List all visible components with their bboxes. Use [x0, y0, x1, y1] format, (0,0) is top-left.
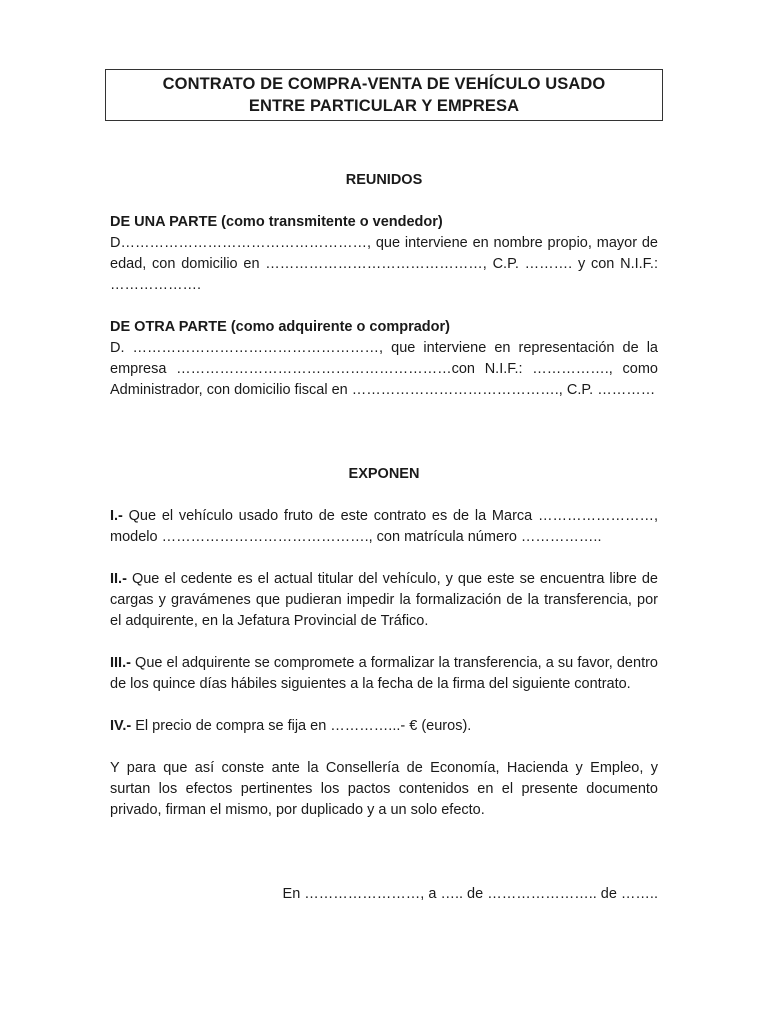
party2-text: D. ……………………………………………, que interviene en representación de la empresa …………………………………………………con N.I.F.: ……………., como Administrador, con domicilio fiscal en ……………………………………., C.P. ………… [110, 340, 658, 398]
party1-title: DE UNA PARTE (como transmitente o vendedor) [110, 214, 443, 230]
signature-place-date-line: En ……………………, a ….. de ………………….. de …….. [282, 886, 658, 902]
clause-4 [110, 716, 658, 737]
exponen-heading: EXPONEN [348, 466, 420, 482]
document-body [110, 170, 658, 905]
clause-4-text: El precio de compra se fija en …………...- € (euros). [131, 718, 472, 734]
clause-1-number: I.- [110, 508, 123, 524]
clause-1 [110, 506, 658, 548]
title-box [105, 69, 663, 121]
clause-1-text: Que el vehículo usado fruto de este contrato es de la Marca ……………………, modelo ……………………………………., con matrícula número …………….. [110, 508, 658, 545]
title-line-1: CONTRATO DE COMPRA-VENTA DE VEHÍCULO USADO [162, 75, 606, 93]
clause-2-number: II.- [110, 571, 127, 587]
title-line-2: ENTRE PARTICULAR Y EMPRESA [248, 97, 520, 115]
clause-2 [110, 569, 658, 632]
party2-title: DE OTRA PARTE (como adquirente o comprador) [110, 319, 450, 335]
clause-3 [110, 653, 658, 695]
closing-paragraph: Y para que así conste ante la Consellería de Economía, Hacienda y Empleo, y surtan los efectos pertinentes los pactos contenidos en el presente documento privado, firman el mismo, por duplicado y a un solo efecto. [110, 760, 658, 818]
clause-2-text: Que el cedente es el actual titular del vehículo, y que este se encuentra libre de cargas y gravámenes que pudieran impedir la formalización de la transferencia, por el adquirente, en la Jefatura Provincial de Tráfico. [110, 571, 658, 629]
clause-3-number: III.- [110, 655, 131, 671]
party1-text: D……………………………………………, que interviene en nombre propio, mayor de edad, con domicilio en ………………………………………, C.P. ………. y con N.I.F.: ………………. [110, 235, 658, 293]
clause-4-number: IV.- [110, 718, 132, 734]
reunidos-heading: REUNIDOS [345, 172, 423, 188]
clause-3-text: Que el adquirente se compromete a formalizar la transferencia, a su favor, dentro de los quince días hábiles siguientes a la fecha de la firma del siguiente contrato. [110, 655, 658, 692]
